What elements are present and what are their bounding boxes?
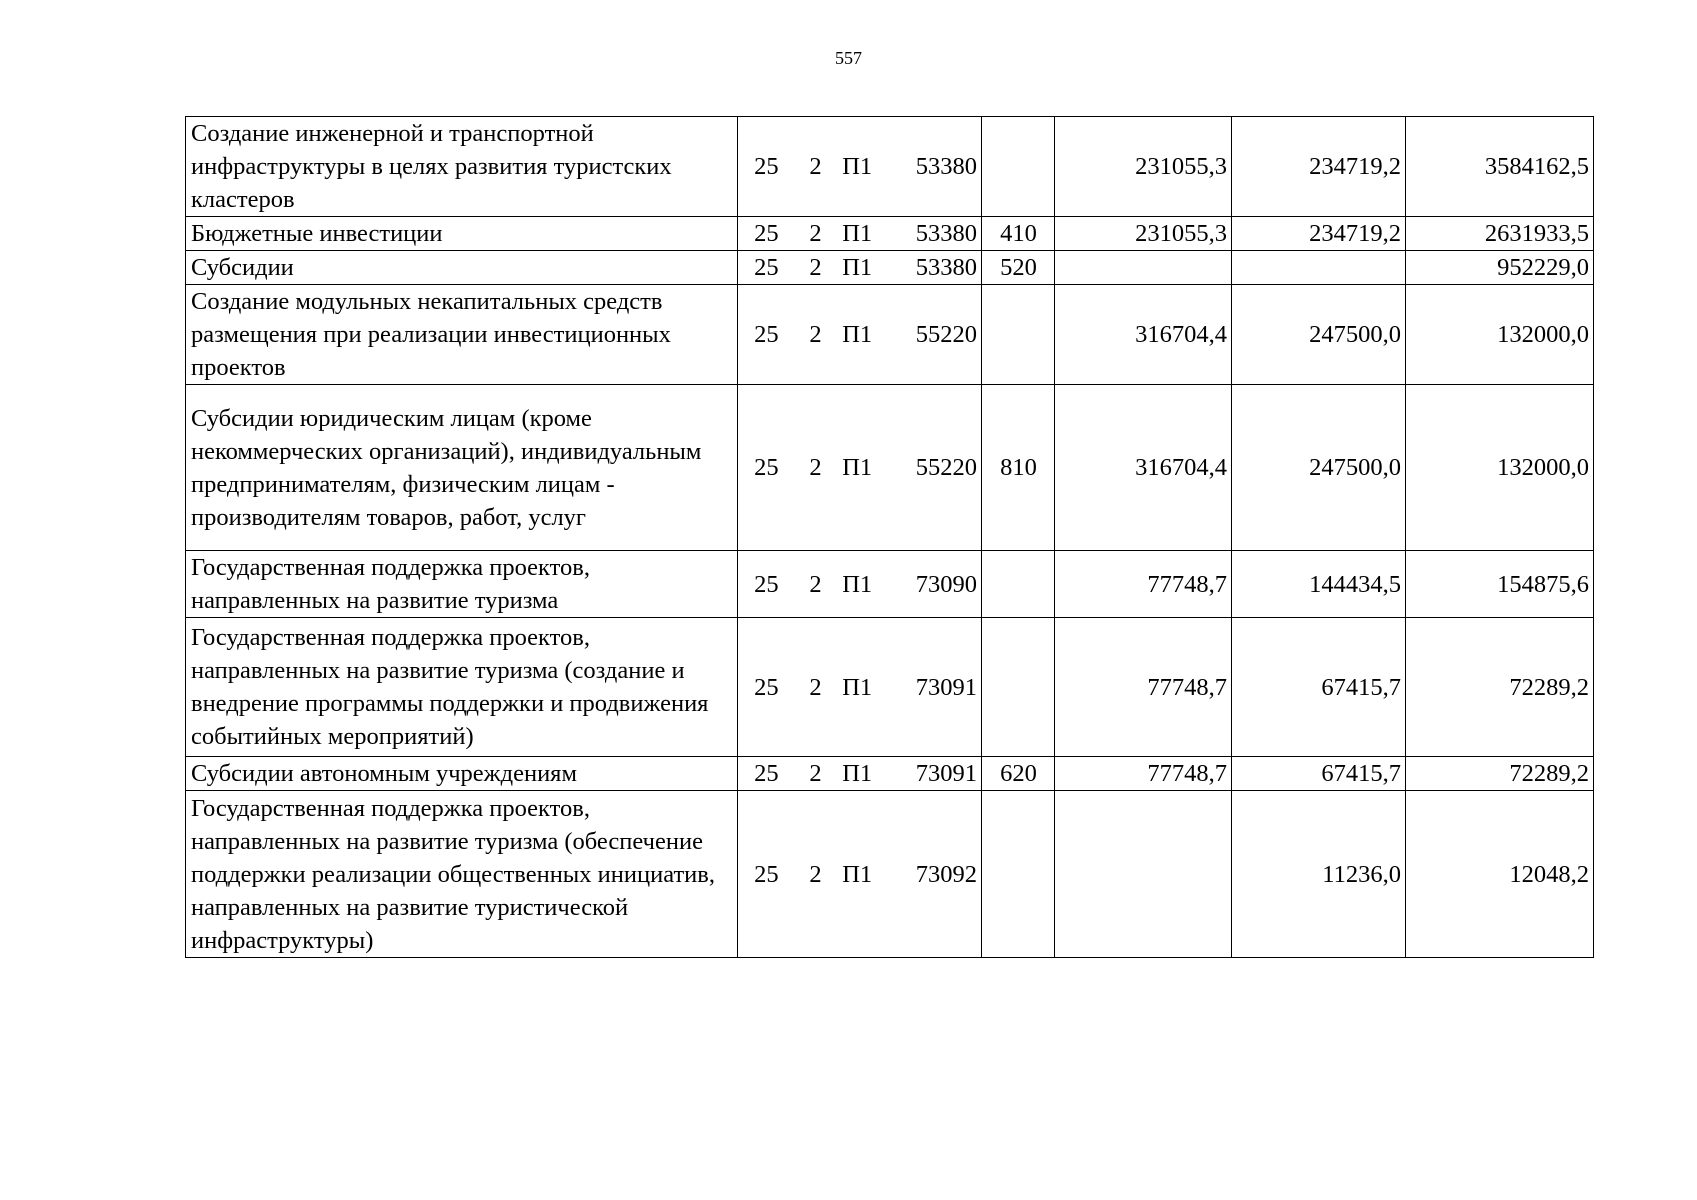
program-code: 25: [754, 220, 779, 247]
direction-code: 55220: [915, 454, 977, 481]
page-number: 557: [835, 48, 862, 68]
amount-year-3: 154875,6: [1406, 551, 1594, 618]
row-name: Государственная поддержка проектов, направленных на развитие туризма: [186, 551, 738, 618]
subprogram-code: 2: [809, 760, 822, 787]
amount-year-1: 77748,7: [1055, 551, 1232, 618]
amount-year-1: [1055, 251, 1232, 285]
program-code: 25: [754, 254, 779, 281]
amount-year-3: 72289,2: [1406, 618, 1594, 757]
direction-code: 53380: [915, 153, 977, 180]
expense-type: 520: [982, 251, 1055, 285]
structural-code: П1: [842, 153, 873, 180]
row-name: Создание модульных некапитальных средств размещения при реализации инвестиционных проектов: [186, 285, 738, 385]
direction-code: 53380: [915, 254, 977, 281]
table-row: [186, 117, 1594, 217]
program-code: 25: [754, 153, 779, 180]
expense-type: [982, 618, 1055, 757]
amount-year-3: 3584162,5: [1406, 117, 1594, 217]
expense-type: [982, 551, 1055, 618]
expense-type: 620: [982, 757, 1055, 791]
program-code: 25: [754, 570, 779, 598]
row-name: Бюджетные инвестиции: [186, 217, 738, 251]
structural-code: П1: [842, 454, 873, 481]
amount-year-2: 67415,7: [1232, 618, 1406, 757]
row-code: [738, 251, 982, 285]
row-code: [738, 217, 982, 251]
structural-code: П1: [842, 570, 873, 598]
table-row: [186, 285, 1594, 385]
amount-year-3: 2631933,5: [1406, 217, 1594, 251]
structural-code: П1: [842, 760, 873, 787]
amount-year-2: 11236,0: [1232, 791, 1406, 958]
subprogram-code: 2: [809, 673, 822, 701]
row-name: Субсидии автономным учреждениям: [186, 757, 738, 791]
row-code: [738, 757, 982, 791]
subprogram-code: 2: [809, 860, 822, 888]
program-code: 25: [754, 860, 779, 888]
amount-year-1: [1055, 791, 1232, 958]
amount-year-1: 316704,4: [1055, 385, 1232, 551]
row-code: [738, 551, 982, 618]
program-code: 25: [754, 760, 779, 787]
structural-code: П1: [842, 321, 873, 348]
amount-year-2: 144434,5: [1232, 551, 1406, 618]
subprogram-code: 2: [809, 454, 822, 481]
expense-type: [982, 117, 1055, 217]
program-code: 25: [754, 454, 779, 481]
table-row: [186, 618, 1594, 757]
table-row: [186, 551, 1594, 618]
amount-year-1: 231055,3: [1055, 117, 1232, 217]
program-code: 25: [754, 321, 779, 348]
subprogram-code: 2: [809, 321, 822, 348]
direction-code: 73090: [915, 570, 977, 598]
row-code: [738, 791, 982, 958]
structural-code: П1: [842, 220, 873, 247]
direction-code: 53380: [915, 220, 977, 247]
row-code: [738, 117, 982, 217]
amount-year-2: [1232, 251, 1406, 285]
budget-table: [185, 116, 1594, 958]
subprogram-code: 2: [809, 254, 822, 281]
amount-year-2: 67415,7: [1232, 757, 1406, 791]
direction-code: 73091: [915, 760, 977, 787]
expense-type: 410: [982, 217, 1055, 251]
amount-year-1: 231055,3: [1055, 217, 1232, 251]
amount-year-3: 132000,0: [1406, 385, 1594, 551]
amount-year-3: 132000,0: [1406, 285, 1594, 385]
table-row: [186, 791, 1594, 958]
row-name: Субсидии: [186, 251, 738, 285]
expense-type: [982, 285, 1055, 385]
table-row: [186, 251, 1594, 285]
structural-code: П1: [842, 673, 873, 701]
table-row: [186, 217, 1594, 251]
amount-year-1: 77748,7: [1055, 757, 1232, 791]
amount-year-2: 247500,0: [1232, 285, 1406, 385]
amount-year-1: 77748,7: [1055, 618, 1232, 757]
program-code: 25: [754, 673, 779, 701]
structural-code: П1: [842, 860, 873, 888]
row-code: [738, 385, 982, 551]
row-name: Государственная поддержка проектов, направленных на развитие туризма (создание и внедрение программы поддержки и продвижения событийных мероприятий): [186, 618, 738, 757]
table-row: [186, 757, 1594, 791]
amount-year-3: 12048,2: [1406, 791, 1594, 958]
direction-code: 55220: [915, 321, 977, 348]
row-name: Государственная поддержка проектов, направленных на развитие туризма (обеспечение поддержки реализации общественных инициатив, направленных на развитие туристической инфраструктуры): [186, 791, 738, 958]
direction-code: 73092: [915, 860, 977, 888]
row-code: [738, 285, 982, 385]
amount-year-3: 72289,2: [1406, 757, 1594, 791]
direction-code: 73091: [915, 673, 977, 701]
row-code: [738, 618, 982, 757]
table-row: [186, 385, 1594, 551]
amount-year-2: 234719,2: [1232, 217, 1406, 251]
row-name: Создание инженерной и транспортной инфраструктуры в целях развития туристских кластеров: [186, 117, 738, 217]
subprogram-code: 2: [809, 570, 822, 598]
subprogram-code: 2: [809, 153, 822, 180]
subprogram-code: 2: [809, 220, 822, 247]
row-name: Субсидии юридическим лицам (кроме некоммерческих организаций), индивидуальным предпринимателям, физическим лицам - производителям товаров, работ, услуг: [186, 385, 738, 551]
amount-year-1: 316704,4: [1055, 285, 1232, 385]
amount-year-3: 952229,0: [1406, 251, 1594, 285]
expense-type: 810: [982, 385, 1055, 551]
amount-year-2: 247500,0: [1232, 385, 1406, 551]
amount-year-2: 234719,2: [1232, 117, 1406, 217]
structural-code: П1: [842, 254, 873, 281]
expense-type: [982, 791, 1055, 958]
